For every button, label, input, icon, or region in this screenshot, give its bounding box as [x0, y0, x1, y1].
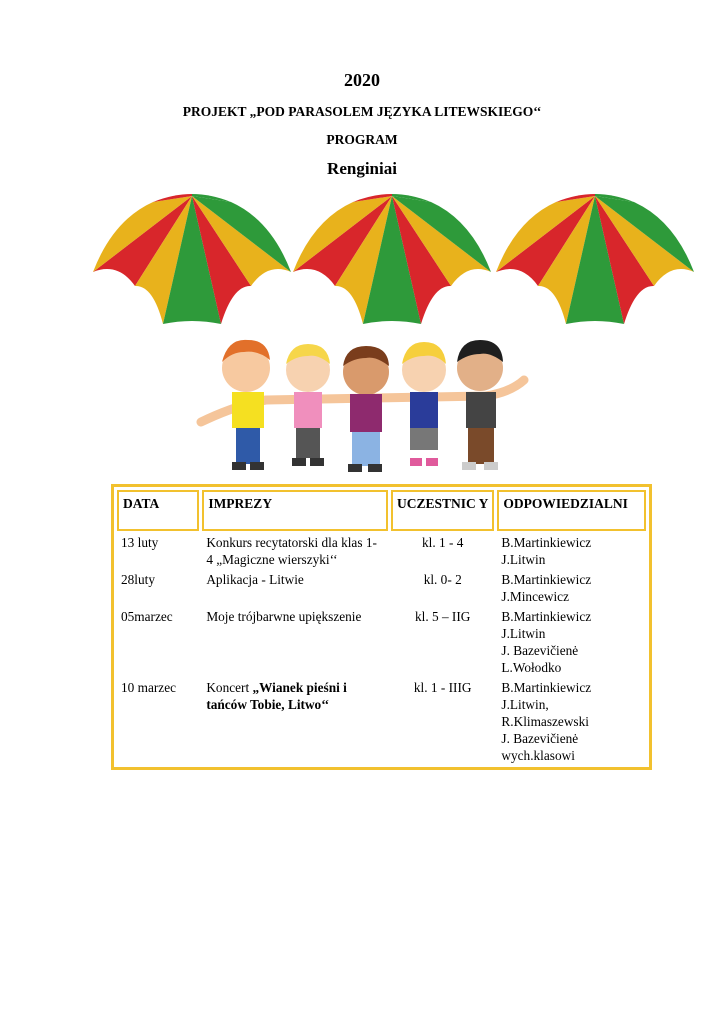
table-row — [117, 571, 646, 605]
row-event: Koncert „Wianek pieśni i tańców Tobie, Litwo‘‘ — [206, 680, 347, 712]
table-header-row — [117, 490, 646, 531]
row-participants: kl. 1 - 4 — [422, 535, 464, 550]
header-imprezy: IMPREZY — [202, 490, 388, 531]
row-date: 10 marzec — [121, 680, 176, 695]
row-participants: kl. 5 – IIG — [415, 609, 471, 624]
umbrella-icon — [496, 190, 694, 324]
header-data: DATA — [117, 490, 199, 531]
table-row — [117, 534, 646, 568]
table-row — [117, 608, 646, 676]
row-date: 28luty — [121, 572, 155, 587]
children-illustration — [196, 330, 530, 478]
row-responsible: B.Martinkiewicz J.Litwin — [501, 535, 592, 567]
header-odpowiedzialni: ODPOWIEDZIALNI — [497, 490, 646, 531]
table-row — [117, 679, 646, 764]
row-responsible: B.Martinkiewicz J.Mincewicz — [501, 572, 592, 604]
row-responsible: B.Martinkiewicz J.Litwin, R.Klimaszewski J. Bazevičienė wych.klasowi — [501, 680, 592, 763]
header-uczestnicy: UCZESTNIC Y — [391, 490, 494, 531]
row-event: Konkurs recytatorski dla klas 1- 4 „Magiczne wierszyki‘‘ — [206, 535, 377, 567]
place-heading: Renginiai — [327, 159, 397, 178]
row-event: Aplikacja - Litwie — [206, 572, 304, 587]
row-date: 13 luty — [121, 535, 159, 550]
program-heading: PROGRAM — [326, 132, 398, 147]
row-date: 05marzec — [121, 609, 173, 624]
row-participants: kl. 1 - IIIG — [413, 680, 472, 695]
row-event: Moje trójbarwne upiększenie — [206, 609, 362, 624]
row-participants: kl. 0- 2 — [423, 572, 462, 587]
row-responsible: B.Martinkiewicz J.Litwin J. Bazevičienė L.Wołodko — [501, 609, 592, 675]
program-table — [111, 484, 652, 770]
umbrella-icon — [93, 190, 291, 324]
year-heading: 2020 — [344, 70, 380, 90]
project-title: PROJEKT „POD PARASOLEM JĘZYKA LITEWSKIEGO‘‘ — [182, 104, 542, 119]
umbrella-icon — [293, 190, 491, 324]
